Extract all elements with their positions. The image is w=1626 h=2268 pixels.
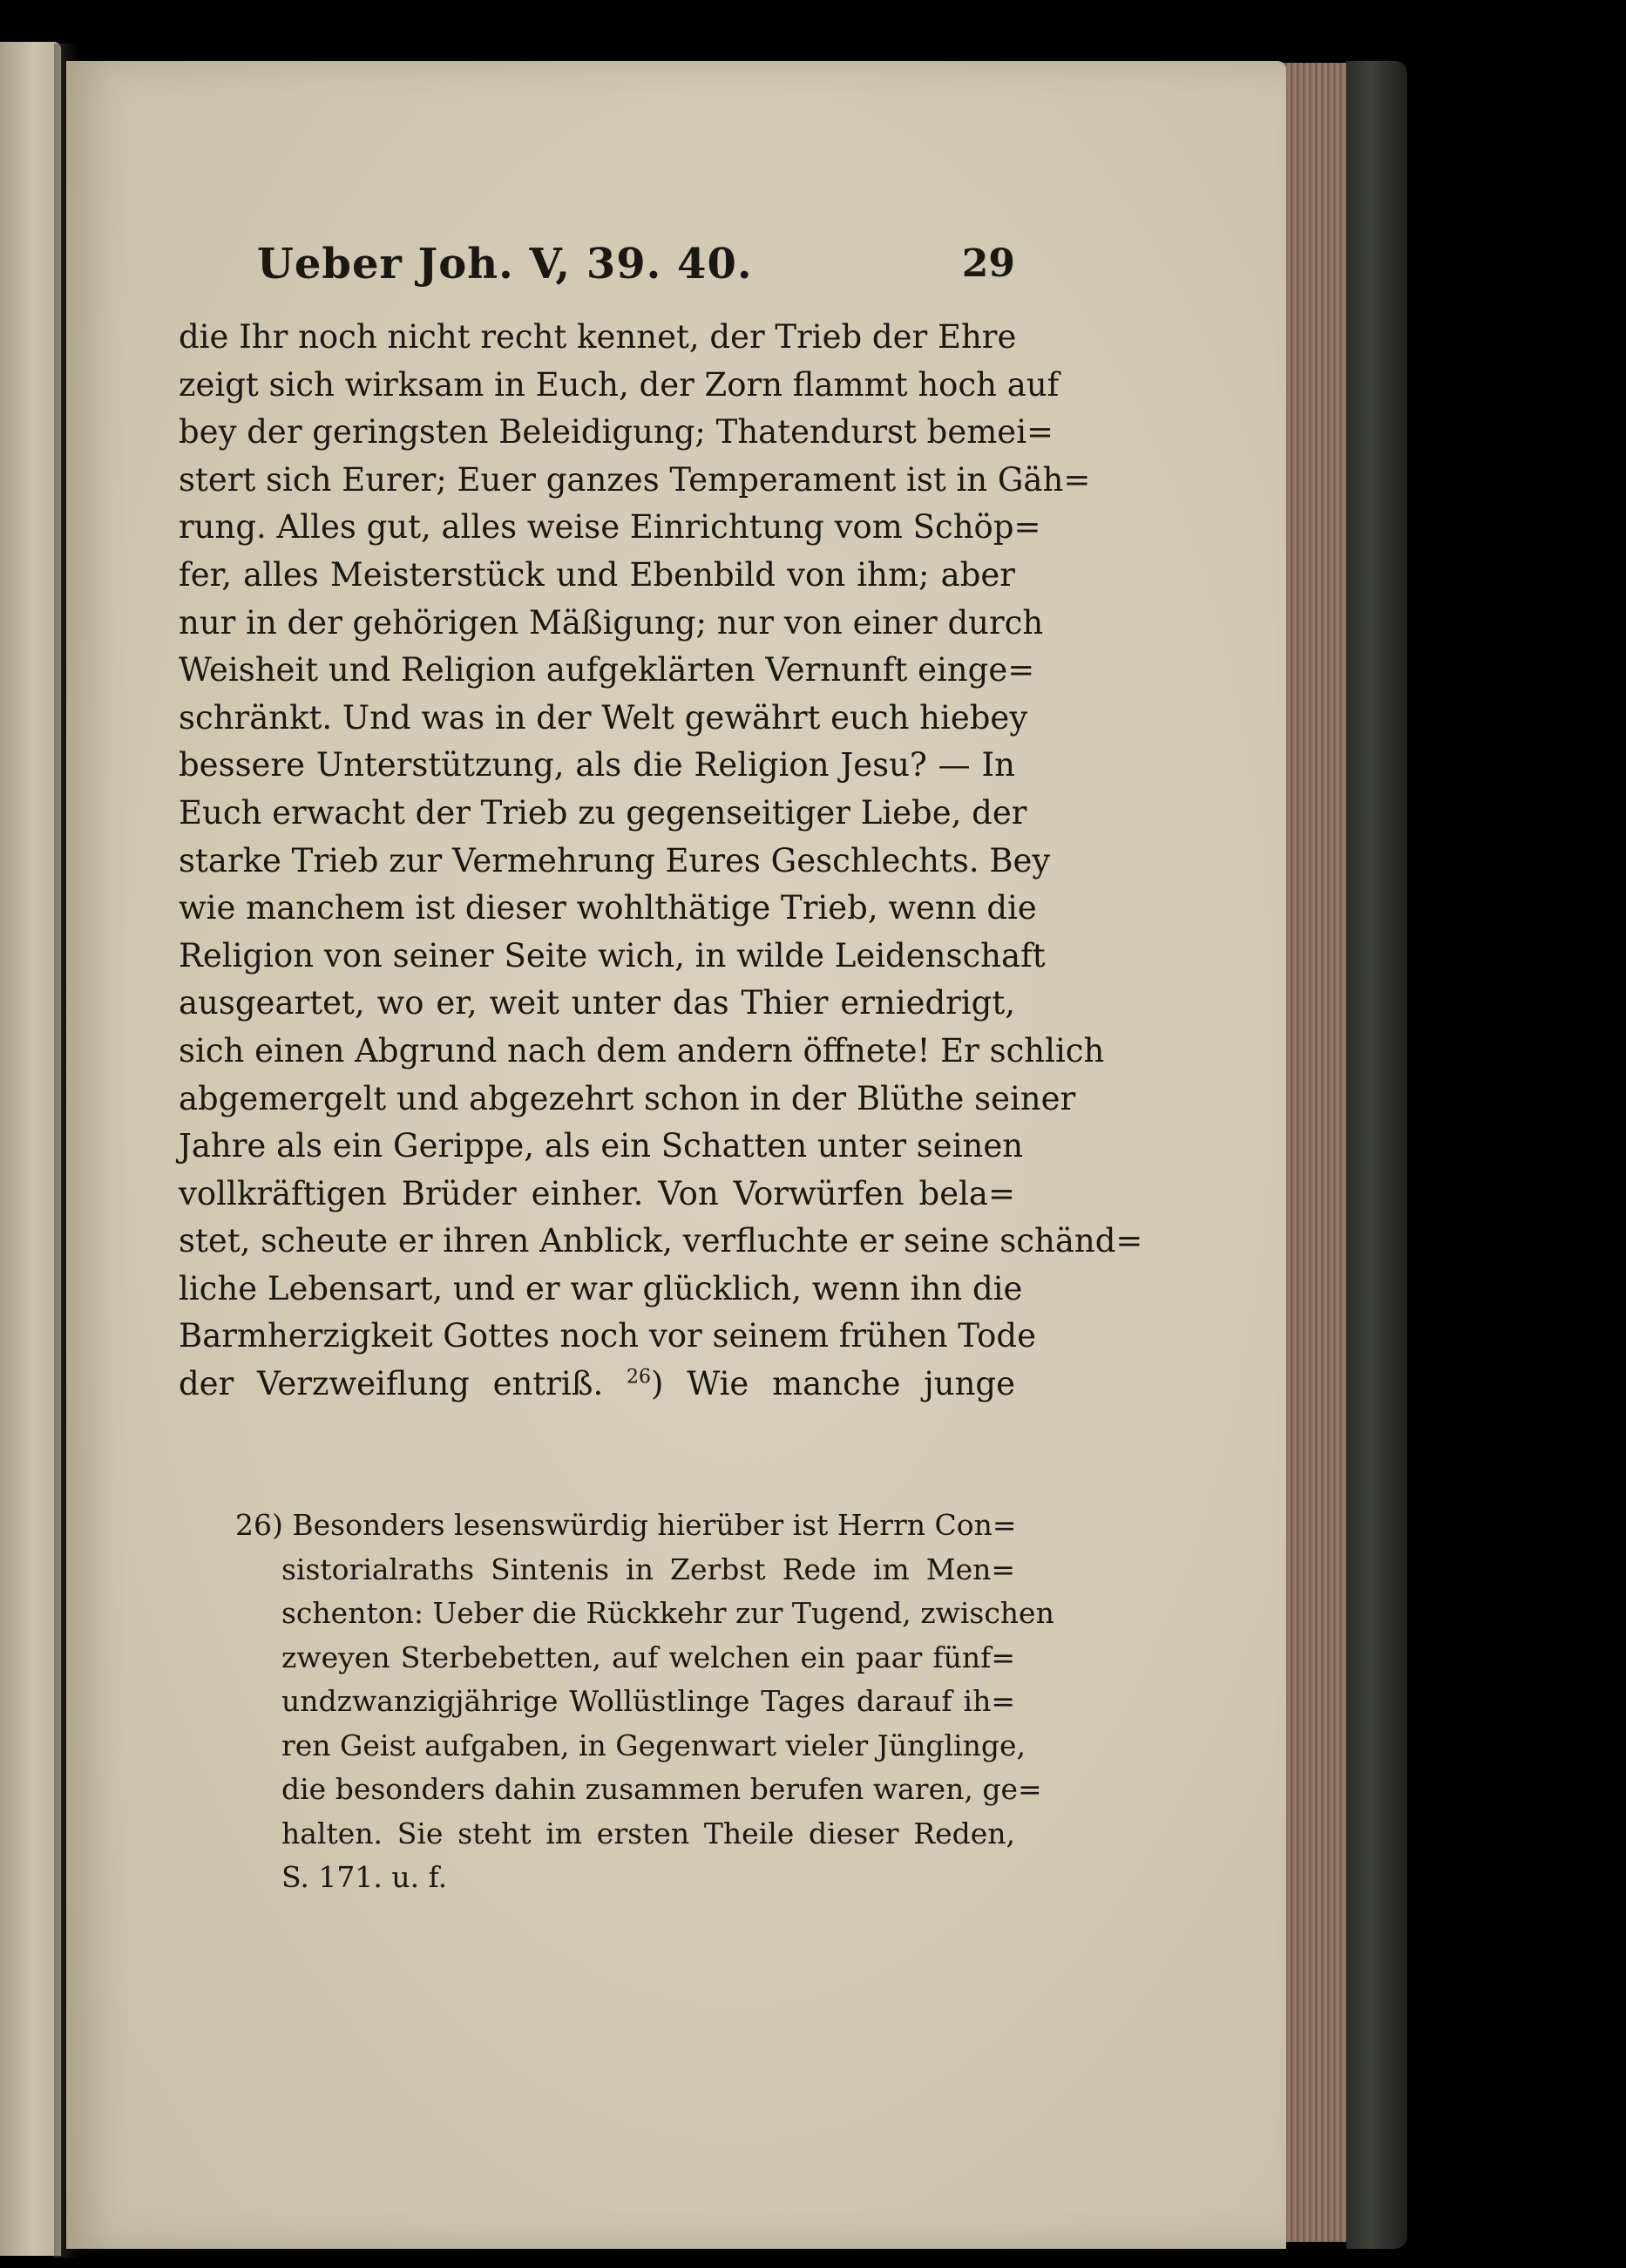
footnote-line: undzwanzigjährige Wollüstlinge Tages darauf ih= — [281, 1684, 1015, 1718]
facing-page-edge — [0, 42, 61, 2256]
footnote-line: halten. Sie steht im ersten Theile dieser Reden, — [281, 1816, 1015, 1850]
text-line: Jahre als ein Gerippe, als ein Schatten unter seinen — [179, 1127, 1024, 1165]
text-segment: ) Wie manche junge — [651, 1365, 1016, 1403]
footnote-reference[interactable]: 26 — [627, 1366, 652, 1389]
footnote — [179, 1504, 1054, 1900]
text-line: wie manchem ist dieser wohlthätige Trieb, wenn die — [179, 889, 1037, 927]
text-line: Weisheit und Religion aufgeklärten Vernunft einge= — [179, 651, 1035, 689]
main-text — [179, 314, 1143, 1409]
footnote-line: schenton: Ueber die Rückkehr zur Tugend, zwischen — [281, 1596, 1054, 1630]
text-line: bey der geringsten Beleidigung; Thatendurst bemei= — [179, 413, 1054, 452]
text-line: Euch erwacht der Trieb zu gegenseitiger Liebe, der — [179, 793, 1027, 832]
text-segment: der Verzweiflung entriß. — [179, 1365, 604, 1403]
footnote-line: die besonders dahin zusammen berufen waren, ge= — [281, 1772, 1042, 1806]
text-line: bessere Unterstützung, als die Religion Jesu? — In — [179, 746, 1015, 784]
footnote-line: 26) Besonders lesenswürdig hierüber ist Herrn Con= — [235, 1508, 1017, 1542]
text-line: Religion von seiner Seite wich, in wilde Leidenschaft — [179, 936, 1046, 974]
running-head — [179, 240, 1015, 292]
text-line: stert sich Eurer; Euer ganzes Temperament ist in Gäh= — [179, 460, 1091, 499]
book-cover-edge — [1346, 61, 1407, 2249]
text-line: nur in der gehörigen Mäßigung; nur von einer durch — [179, 603, 1044, 642]
text-line: schränkt. Und was in der Welt gewährt euch hiebey — [179, 698, 1028, 737]
text-line: rung. Alles gut, alles weise Einrichtung vom Schöp= — [179, 508, 1041, 547]
text-line: fer, alles Meisterstück und Ebenbild von ihm; aber — [179, 555, 1015, 594]
footnote-line: sistorialraths Sintenis in Zerbst Rede im Men= — [281, 1552, 1015, 1586]
footnote-line: ren Geist aufgaben, in Gegenwart vieler Jünglinge, — [281, 1728, 1026, 1762]
running-head-title: Ueber Joh. V, 39. 40. — [257, 240, 753, 289]
page-number: 29 — [961, 241, 1015, 286]
text-line: liche Lebensart, und er war glücklich, wenn ihn die — [179, 1269, 1023, 1307]
page-block-edge — [1281, 63, 1356, 2242]
text-line-with-note-ref — [179, 1361, 1015, 1409]
text-line: stet, scheute er ihren Anblick, verfluchte er seine schänd= — [179, 1222, 1143, 1260]
text-line: die Ihr noch nicht recht kennet, der Trieb der Ehre — [179, 318, 1017, 356]
footnote-line: zweyen Sterbebetten, auf welchen ein paar fünf= — [281, 1640, 1015, 1674]
text-line: ausgeartet, wo er, weit unter das Thier erniedrigt, — [179, 984, 1015, 1022]
text-line: zeigt sich wirksam in Euch, der Zorn flammt hoch auf — [179, 365, 1060, 404]
text-line: abgemergelt und abgezehrt schon in der Blüthe seiner — [179, 1079, 1076, 1117]
text-line: starke Trieb zur Vermehrung Eures Geschlechts. Bey — [179, 841, 1051, 879]
text-line: Barmherzigkeit Gottes noch vor seinem frühen Tode — [179, 1317, 1036, 1355]
text-line: vollkräftigen Brüder einher. Von Vorwürfen bela= — [179, 1174, 1015, 1212]
footnote-line: S. 171. u. f. — [281, 1860, 448, 1894]
text-line: sich einen Abgrund nach dem andern öffnete! Er schlich — [179, 1031, 1105, 1069]
